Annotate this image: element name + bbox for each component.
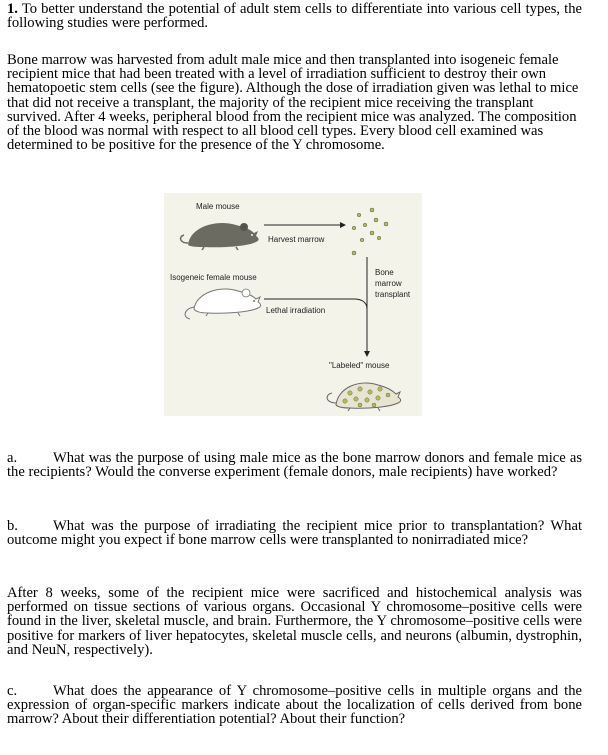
part-c: [7, 684, 582, 727]
labeled-mouse-label: "Labeled" mouse: [329, 361, 390, 370]
transplant-label-1: Bone: [375, 268, 394, 277]
question-intro: [7, 2, 582, 30]
figure-svg: [164, 193, 422, 416]
part-b-letter: b.: [7, 518, 18, 534]
transplant-label-2: marrow: [375, 279, 402, 288]
experiment-figure: [164, 193, 422, 416]
question-number: 1.: [7, 1, 18, 17]
male-mouse-icon: [181, 223, 259, 250]
part-a: [7, 451, 582, 479]
harvest-marrow-label: Harvest marrow: [268, 235, 325, 244]
part-a-letter: a.: [7, 450, 18, 466]
marrow-cells: [352, 208, 388, 255]
part-c-text: What does the appearance of Y chromosome–positive cells in multiple organs and the expression of organ-specific markers indicate about the localization of cells derived from bone marrow? About their differentiation potential? About their function?: [7, 683, 582, 728]
female-mouse-label: Isogeneic female mouse: [170, 273, 257, 282]
part-a-text: What was the purpose of using male mice as the bone marrow donors and female mice as the recipients? Would the converse experiment (female donors, male recipients) have worked?: [7, 450, 582, 481]
paragraph-bone-marrow: Bone marrow was harvested from adult male mice and then transplanted into isogeneic female recipient mice that had been treated with a level of irradiation sufficient to destroy their own hematopoetic stem cells (see the figure). Although the dose of irradiation given was lethal to mice that did not receive a transplant, the majority of the recipient mice receiving the transplant survived. After 4 weeks, peripheral blood from the recipient mice was analyzed. The composition of the blood was normal with respect to all blood cell types. Every blood cell examined was determined to be positive for the presence of the Y chromosome.: [7, 52, 579, 154]
male-mouse-label: Male mouse: [196, 202, 240, 211]
part-b-text: What was the purpose of irradiating the recipient mice prior to transplantation? What outcome might you expect if bone marrow cells were transplanted to nonirradiated mice?: [7, 518, 582, 549]
irradiation-label: Lethal irradiation: [266, 306, 326, 315]
part-c-letter: c.: [7, 683, 18, 699]
question-intro-text: To better understand the potential of adult stem cells to differentiate into various cell types, the following studies were performed.: [7, 1, 582, 32]
transplant-label-3: transplant: [375, 290, 411, 299]
paragraph-histochemical: After 8 weeks, some of the recipient mice were sacrificed and histochemical analysis was performed on tissue sections of various organs. Occasional Y chromosome–positive cells were found in the liver, skeletal muscle, and brain. Furthermore, the Y chromosome–positive cells were positive for markers of liver hepatocytes, skeletal muscle cells, and neurons (albumin, dystrophin, and NeuN, respectively).: [7, 585, 582, 658]
labeled-mouse-icon: [327, 383, 401, 411]
part-b: [7, 519, 582, 547]
female-mouse-icon: [185, 289, 261, 319]
